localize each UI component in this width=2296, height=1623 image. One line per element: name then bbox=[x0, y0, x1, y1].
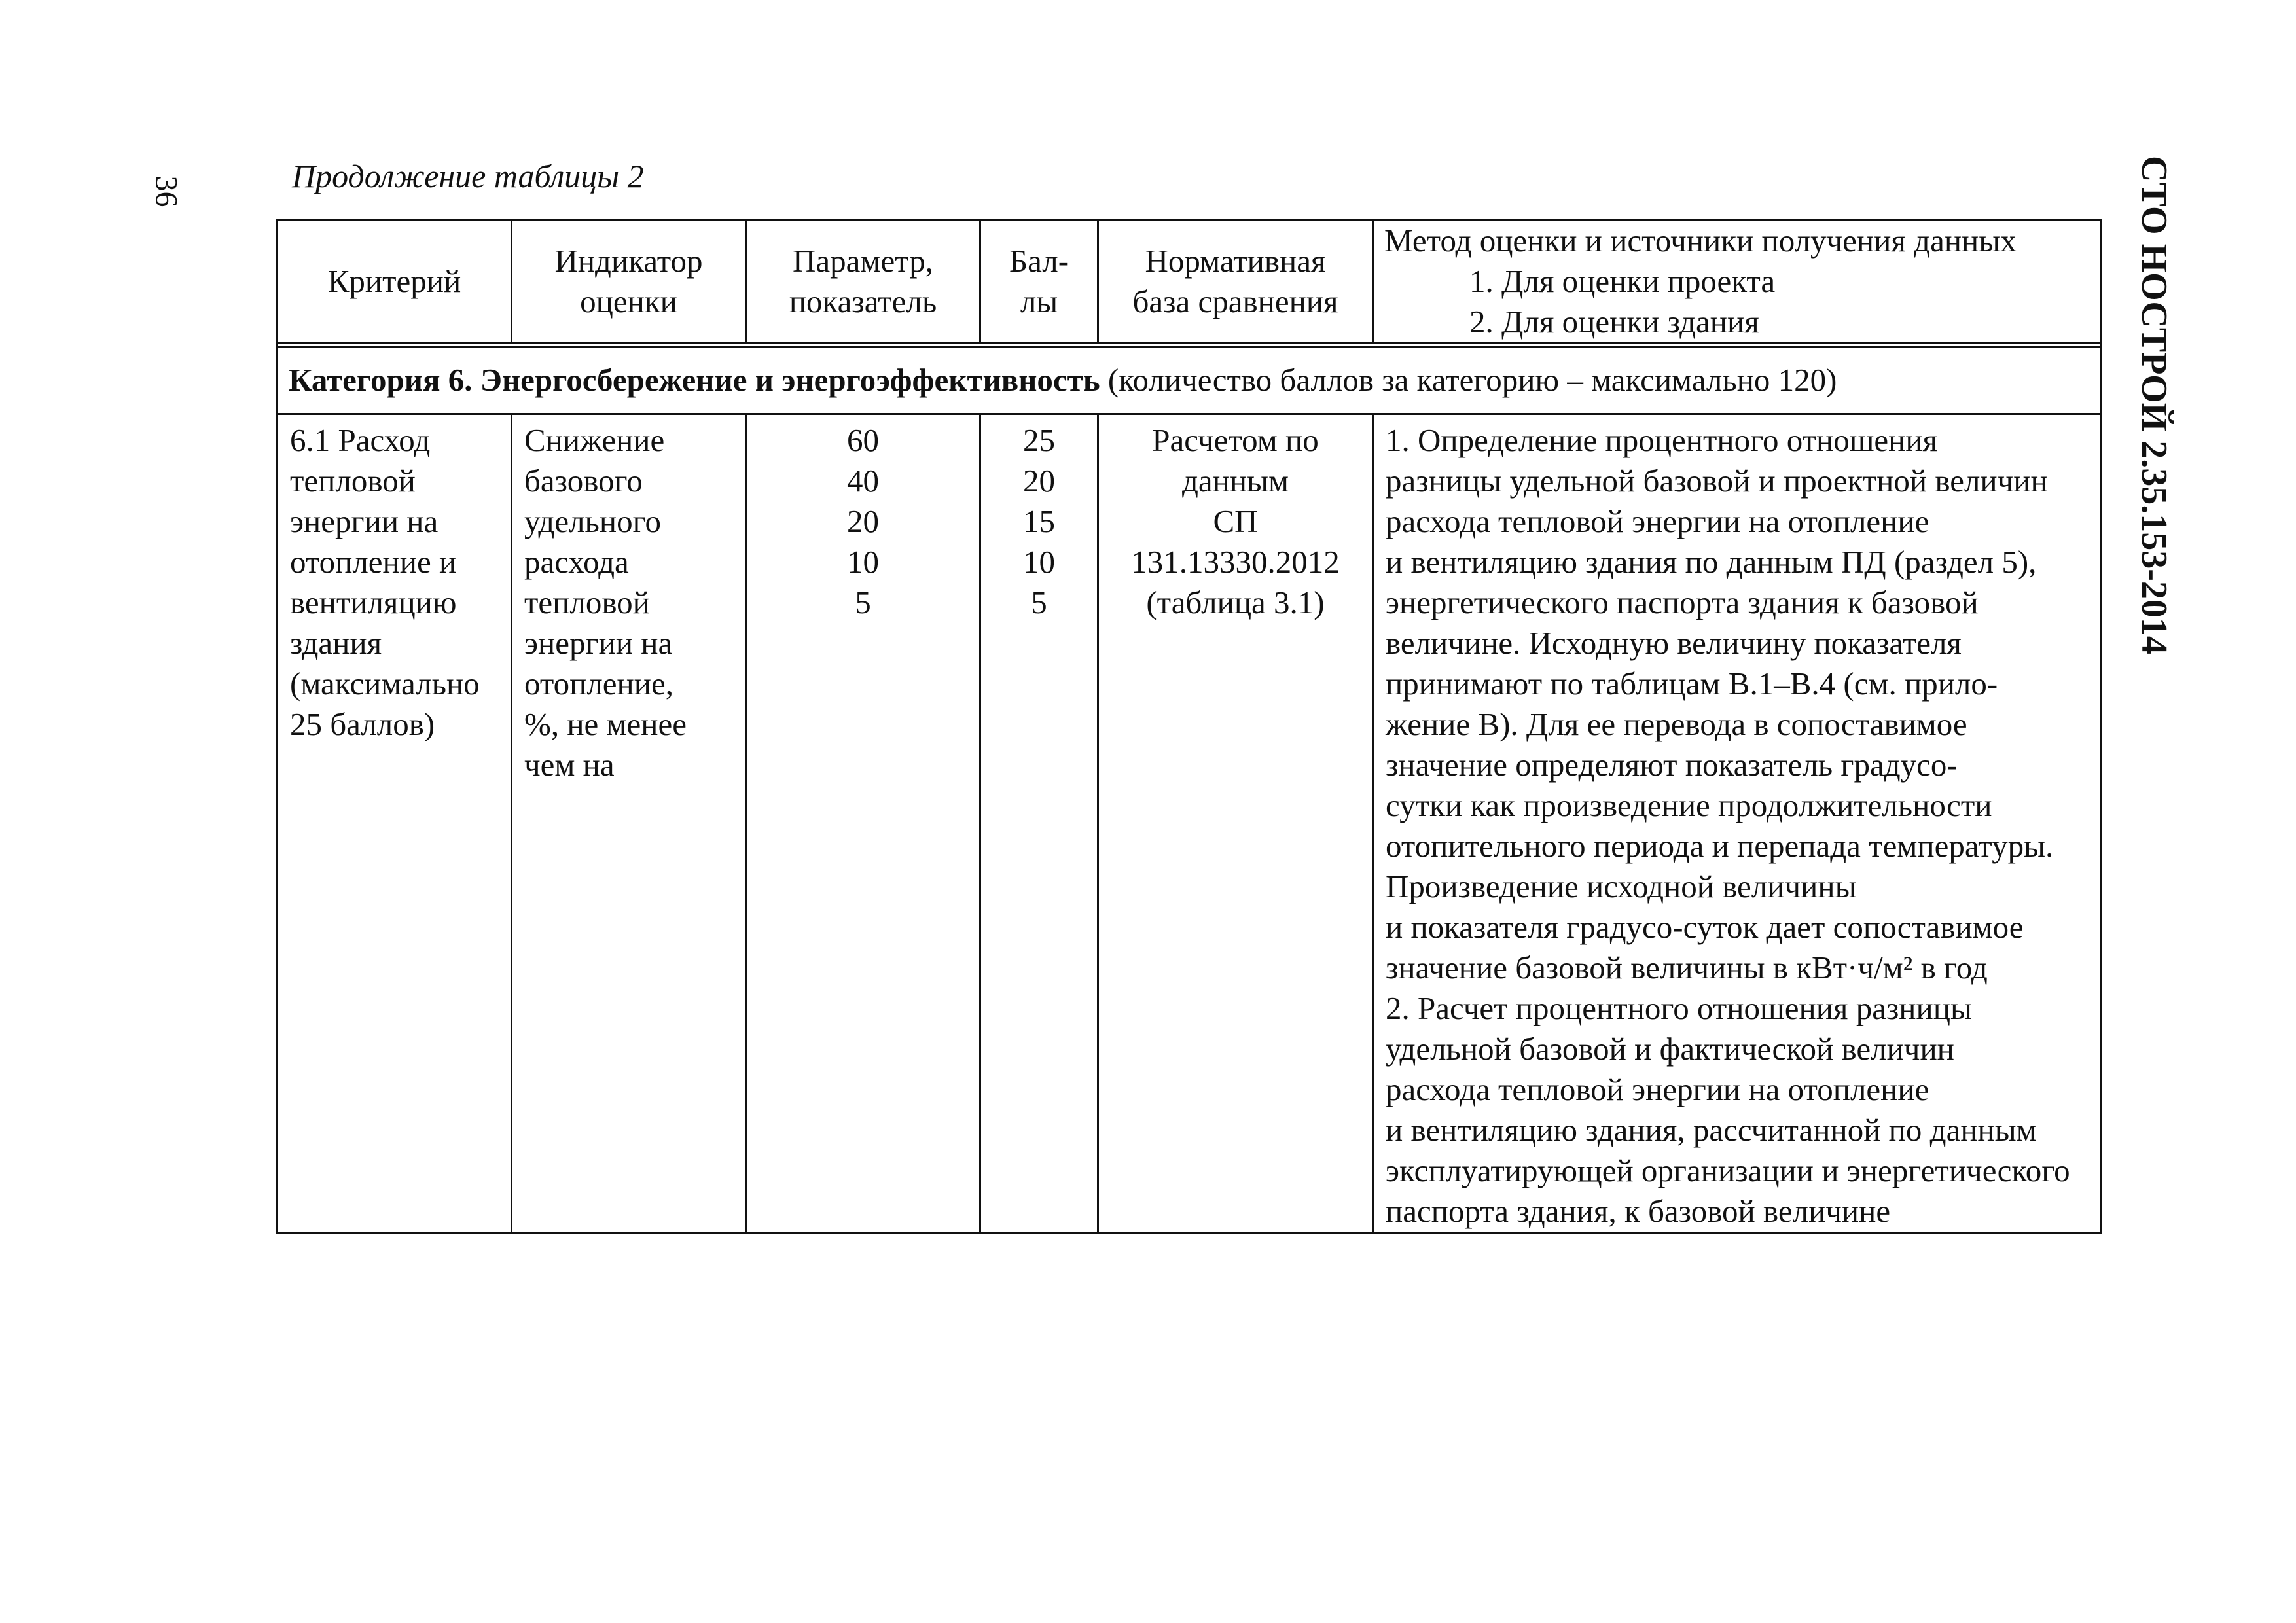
category-note: (количество баллов за категорию – максимально 120) bbox=[1100, 362, 1837, 398]
header-points bbox=[980, 220, 1098, 344]
category-title: Категория 6. Энергосбережение и энергоэффективность bbox=[289, 362, 1100, 398]
criterion-line-line: 25 баллов) bbox=[290, 706, 435, 742]
header-points-line1: Бал- bbox=[1009, 243, 1069, 279]
parameter-cell bbox=[746, 414, 980, 1233]
method-line-line: величине. Исходную величину показателя bbox=[1386, 625, 1962, 661]
indicator-line-line: чем на bbox=[524, 747, 615, 783]
method-line-line: 2. Расчет процентного отношения разницы bbox=[1386, 990, 1972, 1026]
method-cell bbox=[1373, 414, 2101, 1233]
criterion-lines bbox=[290, 420, 499, 745]
header-row bbox=[278, 220, 2101, 344]
indicator-cell bbox=[512, 414, 746, 1233]
indicator-line-line: %, не менее bbox=[524, 706, 687, 742]
norm-line-line: 131.13330.2012 bbox=[1131, 544, 1340, 580]
norm-line-line: (таблица 3.1) bbox=[1146, 584, 1325, 620]
header-parameter bbox=[746, 220, 980, 344]
parameter-values bbox=[759, 420, 967, 623]
points-value-line: 20 bbox=[1023, 463, 1055, 499]
criterion-line-line: (максимально bbox=[290, 666, 480, 702]
points-value-line: 10 bbox=[1023, 544, 1055, 580]
method-line-line: паспорта здания, к базовой величине bbox=[1386, 1193, 1891, 1229]
points-value-line: 15 bbox=[1023, 503, 1055, 539]
norm-cell bbox=[1098, 414, 1373, 1233]
table-caption: Продолжение таблицы 2 bbox=[292, 158, 644, 194]
criterion-line-line: энергии на bbox=[290, 503, 439, 539]
norm-lines bbox=[1111, 420, 1360, 623]
header-criterion bbox=[278, 220, 512, 344]
header-criterion-label: Критерий bbox=[327, 263, 461, 299]
indicator-line-line: энергии на bbox=[524, 625, 673, 661]
method-line-line: и вентиляцию здания, рассчитанной по данным bbox=[1386, 1112, 2037, 1148]
points-cell bbox=[980, 414, 1098, 1233]
criterion-line-line: здания bbox=[290, 625, 382, 661]
norm-line-line: данным bbox=[1181, 463, 1289, 499]
parameter-value-line: 20 bbox=[847, 503, 879, 539]
method-line-line: принимают по таблицам В.1–В.4 (см. прило- bbox=[1386, 666, 1998, 702]
header-parameter-line1: Параметр, bbox=[793, 243, 933, 279]
indicator-lines bbox=[524, 420, 733, 785]
method-line-line: сутки как произведение продолжительности bbox=[1386, 787, 1992, 823]
header-norm-line1: Нормативная bbox=[1145, 243, 1326, 279]
method-line-line: и показателя градусо-суток дает сопоставимое bbox=[1386, 909, 2024, 945]
method-line-line: 1. Определение процентного отношения bbox=[1386, 422, 1938, 458]
table-row bbox=[278, 414, 2101, 1233]
method-line-line: эксплуатирующей организации и энергетического bbox=[1386, 1152, 2070, 1188]
header-points-line2: лы bbox=[1020, 283, 1058, 319]
indicator-line-line: отопление, bbox=[524, 666, 673, 702]
points-value-line: 25 bbox=[1023, 422, 1055, 458]
indicator-line-line: Снижение bbox=[524, 422, 665, 458]
criterion-line-line: отопление и bbox=[290, 544, 457, 580]
criterion-line-line: 6.1 Расход bbox=[290, 422, 431, 458]
header-indicator bbox=[512, 220, 746, 344]
parameter-value-line: 60 bbox=[847, 422, 879, 458]
parameter-value-line: 40 bbox=[847, 463, 879, 499]
header-method bbox=[1373, 220, 2101, 344]
points-value-line: 5 bbox=[1031, 584, 1047, 620]
method-line-line: отопительного периода и перепада температуры. bbox=[1386, 828, 2054, 864]
category-cell bbox=[278, 347, 2101, 414]
header-indicator-line1: Индикатор bbox=[554, 243, 703, 279]
indicator-line-line: базового bbox=[524, 463, 643, 499]
parameter-value-line: 10 bbox=[847, 544, 879, 580]
method-line-line: энергетического паспорта здания к базовой bbox=[1386, 584, 1979, 620]
criterion-cell bbox=[278, 414, 512, 1233]
norm-line-line: СП bbox=[1213, 503, 1258, 539]
header-norm-line2: база сравнения bbox=[1132, 283, 1338, 319]
norm-line-line: Расчетом по bbox=[1152, 422, 1319, 458]
header-parameter-line2: показатель bbox=[789, 283, 937, 319]
criteria-table bbox=[276, 219, 2102, 1234]
header-method-line3: 2. Для оценки здания bbox=[1469, 304, 1759, 340]
header-indicator-line2: оценки bbox=[580, 283, 677, 319]
method-line-line: жение В). Для ее перевода в сопоставимое bbox=[1386, 706, 1967, 742]
standard-code: СТО НОСТРОЙ 2.35.153-2014 bbox=[2134, 156, 2174, 654]
method-line-line: расхода тепловой энергии на отопление bbox=[1386, 1071, 1929, 1107]
indicator-line-line: удельного bbox=[524, 503, 661, 539]
header-method-line1: Метод оценки и источники получения данных bbox=[1384, 223, 2017, 259]
method-line-line: значение базовой величины в кВт·ч/м² в год bbox=[1386, 950, 1988, 986]
parameter-value-line: 5 bbox=[855, 584, 871, 620]
method-line-line: и вентиляцию здания по данным ПД (раздел 5), bbox=[1386, 544, 2037, 580]
header-method-line2: 1. Для оценки проекта bbox=[1469, 263, 1776, 299]
indicator-line-line: расхода bbox=[524, 544, 629, 580]
criterion-line-line: вентиляцию bbox=[290, 584, 457, 620]
method-lines bbox=[1386, 420, 2088, 1232]
method-line-line: разницы удельной базовой и проектной величин bbox=[1386, 463, 2048, 499]
category-row bbox=[278, 347, 2101, 414]
method-line-line: расхода тепловой энергии на отопление bbox=[1386, 503, 1929, 539]
indicator-line-line: тепловой bbox=[524, 584, 650, 620]
method-line-line: удельной базовой и фактической величин bbox=[1386, 1031, 1954, 1067]
method-line-line: Произведение исходной величины bbox=[1386, 868, 1857, 904]
header-norm bbox=[1098, 220, 1373, 344]
page-number: 36 bbox=[149, 175, 184, 207]
points-values bbox=[993, 420, 1085, 623]
criterion-line-line: тепловой bbox=[290, 463, 416, 499]
method-line-line: значение определяют показатель градусо- bbox=[1386, 747, 1958, 783]
